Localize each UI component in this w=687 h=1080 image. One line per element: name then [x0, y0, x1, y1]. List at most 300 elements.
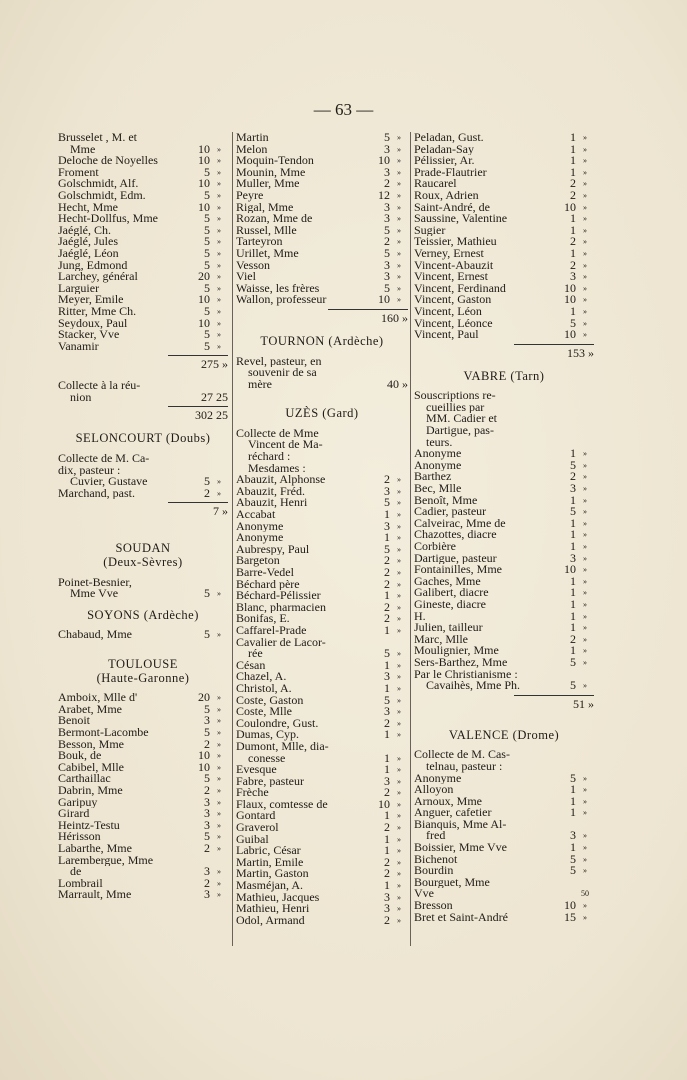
donor-cents [210, 855, 228, 867]
donor-line [236, 518, 408, 533]
donor-line [414, 654, 594, 669]
intro-text: Mesdames : [248, 462, 306, 475]
donor-name: Martin [236, 132, 269, 144]
collecte-amount: 27 25 [201, 389, 228, 404]
donor-amount: 3 [204, 806, 210, 821]
donor-line [236, 213, 408, 225]
donor-amount: 10 [198, 199, 210, 214]
donor-name: fred [426, 830, 446, 843]
donor-cents: » [397, 167, 401, 177]
donor-amount: 15 [564, 909, 576, 924]
donor-name: Cavalier de Lacor- [236, 636, 326, 649]
donor-amount: 5 [384, 245, 390, 260]
donor-amount: 2 [570, 631, 576, 646]
donor-name: Evesque [236, 764, 277, 776]
donor-cents: » [397, 475, 401, 485]
donor-cents: » [217, 867, 221, 877]
donor-name: Poinet-Besnier, [58, 576, 132, 589]
donor-line [236, 706, 408, 718]
donor-amount: 1 [570, 782, 576, 797]
donor-amount: 1 [384, 530, 390, 545]
donor-amount: 3 [570, 481, 576, 496]
donor-amount: 5 [204, 303, 210, 318]
donor-amount: 2 [384, 820, 390, 835]
donor-amount: 2 [570, 187, 576, 202]
donor-line [414, 573, 594, 588]
column-3 [414, 132, 594, 923]
donor-name: Ritter, Mme Ch. [58, 305, 137, 318]
donor-line [236, 773, 408, 788]
donor-line [236, 599, 408, 614]
donor-line [58, 213, 228, 225]
donor-name: Jung, Edmond [58, 259, 128, 272]
donor-line [58, 782, 228, 797]
donor-name: Dumont, Mlle, dia- [236, 740, 329, 753]
donor-cents: » [583, 854, 587, 864]
donor-amount: 3 [384, 704, 390, 719]
donor-line [414, 645, 594, 657]
intro-line [414, 749, 594, 761]
donor-name: Abauzit, Fréd. [236, 485, 305, 498]
donor-line [414, 199, 594, 214]
collecte-label: Collecte à la réu- [58, 380, 141, 392]
donor-cents: » [217, 237, 221, 247]
donor-cents: » [397, 568, 401, 577]
donor-name: Abauzit, Alphonse [236, 474, 326, 486]
donor-amount: 5 [204, 211, 210, 226]
intro-line [414, 413, 594, 425]
donor-name: Dumas, Cyp. [236, 729, 299, 741]
subtotal-value: 160 » [381, 310, 408, 325]
donor-name: Guibal [236, 833, 269, 846]
donor-amount: 1 [570, 164, 576, 179]
donor-cents: » [217, 260, 221, 270]
donor-amount: 5 [204, 222, 210, 237]
donor-name: Jaéglé, Léon [58, 247, 119, 260]
donor-amount: 2 [384, 553, 390, 568]
donor-cents: » [583, 495, 587, 505]
donor-name: Alloyon [414, 784, 454, 796]
donor-name: Accabat [236, 509, 276, 521]
donor-name: Mounin, Mme [236, 166, 306, 179]
donor-name: Hecht, Mme [58, 201, 118, 214]
donor-name: Moquin-Tendon [236, 155, 314, 167]
donor-cents: » [397, 846, 401, 856]
donor-name: Girard [58, 808, 90, 820]
donor-list [58, 453, 228, 499]
donor-amount: 3 [204, 864, 210, 879]
donor-name: Melon [236, 143, 268, 156]
column-divider [410, 132, 411, 946]
donor-cents: » [217, 341, 221, 351]
donor-name: Jaéglé, Jules [58, 236, 118, 248]
donor-amount: 3 [384, 164, 390, 179]
donor-line [414, 587, 594, 599]
donor-name: Cadier, pasteur [414, 506, 487, 518]
donor-name: Flaux, comtesse de [236, 798, 328, 811]
donor-line [236, 541, 408, 556]
donor-amount: 2 [384, 715, 390, 730]
donor-cents: » [583, 449, 587, 459]
donor-name: Arabet, Mme [58, 703, 122, 716]
donor-amount: 5 [204, 771, 210, 786]
donor-line [58, 588, 228, 600]
donor-line [236, 750, 408, 765]
donor-amount: 1 [384, 507, 390, 522]
donor-amount: 12 [378, 187, 390, 202]
donor-line [236, 613, 408, 625]
donor-cents: » [583, 553, 587, 563]
donor-name: Graverol [236, 822, 279, 834]
donor-line [236, 222, 408, 237]
donor-name: Bresson [414, 900, 453, 912]
section-title: SOUDAN [115, 541, 171, 556]
subtotal [58, 506, 228, 519]
donor-cents: » [583, 518, 587, 528]
donor-cents: » [583, 634, 587, 644]
donor-cents: » [583, 144, 587, 154]
donor-line [58, 794, 228, 809]
donor-cents: » [583, 190, 587, 200]
donor-amount: 1 [384, 680, 390, 695]
donor-line [236, 155, 408, 167]
donor-amount: 5 [570, 504, 576, 519]
donor-name: Rozan, Mme de [236, 213, 313, 225]
donor-cents: » [583, 214, 587, 224]
donor-cents: » [583, 156, 587, 166]
donor-cents: » [583, 202, 587, 212]
donor-cents: » [583, 565, 587, 575]
donor-cents: » [397, 915, 401, 925]
donor-name: Golschmidt, Alf. [58, 178, 139, 190]
donor-amount: 10 [378, 796, 390, 811]
donor-line [236, 810, 408, 822]
donor-cents: » [397, 156, 401, 166]
donor-name: Masméjan, A. [236, 880, 303, 892]
intro-text: teurs. [426, 436, 453, 449]
donor-cents: » [217, 295, 221, 305]
donor-line [236, 509, 408, 521]
donor-amount: 2 [384, 785, 390, 800]
section-intro [414, 390, 594, 448]
donor-line [414, 329, 594, 341]
intro-text: cueillies par [426, 401, 485, 414]
donor-name: Galibert, diacre [414, 587, 489, 599]
donor-amount: 5 [204, 627, 210, 642]
donor-amount: 3 [570, 269, 576, 284]
donor-name: Aubrespy, Paul [236, 543, 310, 556]
donor-cents: » [217, 306, 221, 316]
donor-name: Gontard [236, 810, 276, 823]
donor-line [236, 590, 408, 602]
donor-name: Arnoux, Mme [414, 795, 482, 808]
donor-amount: 1 [570, 245, 576, 260]
donor-cents: » [397, 260, 401, 270]
donor-cents: » [397, 683, 401, 693]
donor-amount: 5 [384, 495, 390, 510]
donor-name: Coste, Mlle [236, 706, 292, 718]
donor-name: Besson, Mme [58, 738, 124, 751]
donor-cents: » [583, 623, 587, 633]
donor-cents: » [583, 133, 587, 142]
donor-cents: » [583, 785, 587, 795]
intro-text: Souscriptions re- [414, 390, 496, 402]
donor-list [58, 132, 228, 352]
donor-cents [576, 877, 594, 889]
section-title: TOULOUSE [108, 657, 178, 671]
donor-cents: » [397, 823, 401, 833]
intro-line [414, 402, 594, 414]
donor-line [236, 729, 408, 741]
donor-line [236, 648, 408, 660]
donor-name: Raucarel [414, 178, 457, 190]
donor-name: Prade-Flautrier [414, 166, 487, 179]
donor-amount: 10 [564, 327, 576, 342]
donor-name: Garipuy [58, 796, 98, 809]
donor-amount: 1 [570, 840, 576, 855]
donor-cents: » [217, 202, 221, 212]
donor-cents: » [583, 912, 587, 922]
donor-name: de [70, 866, 82, 878]
donor-name: Muller, Mme [236, 178, 300, 190]
donor-amount: 5 [570, 315, 576, 330]
donor-name: Moulignier, Mme [414, 645, 499, 657]
donor-amount: 1 [384, 622, 390, 637]
donor-amount: 1 [570, 539, 576, 553]
donor-amount: 2 [204, 485, 210, 500]
donor-amount: 1 [570, 141, 576, 156]
intro-text: MM. Cadier et [426, 413, 497, 426]
section-title: TOURNON (Ardèche) [260, 333, 384, 348]
donor-cents [210, 465, 228, 477]
donor-line [236, 532, 408, 544]
donor-name: Vincent-Abauzit [414, 259, 494, 272]
donor-name: Martin, Gaston [236, 868, 309, 881]
donor-line [58, 875, 228, 890]
donor-cents: » [397, 695, 401, 705]
donor-line [58, 245, 228, 260]
donor-cents [390, 741, 408, 753]
donor-amount: 2 [384, 576, 390, 591]
donor-name: Bec, Mlle [414, 483, 462, 495]
donor-line [58, 329, 228, 341]
donor-cents: » [217, 878, 221, 888]
donor-amount: 2 [384, 472, 390, 487]
donor-cents: » [217, 809, 221, 819]
donor-list [414, 770, 594, 924]
donor-line [236, 356, 408, 368]
donor-name: Stacker, Vve [58, 329, 120, 341]
donor-amount: 1 [570, 492, 576, 507]
donor-name: Labric, César [236, 845, 301, 857]
donor-name: Vincent, Léon [414, 305, 482, 318]
donor-line [58, 855, 228, 867]
total-rule [514, 695, 594, 696]
donor-name: Bouk, de [58, 750, 102, 762]
donor-name: Cavaihès, Mme Ph. [426, 680, 520, 692]
donor-line [414, 213, 594, 225]
donor-cents: » [397, 591, 401, 601]
donor-name: Vincent, Gaston [414, 294, 492, 306]
donor-line [414, 257, 594, 272]
donor-cents: » [397, 133, 401, 142]
donor-name: Benoît, Mme [414, 494, 478, 507]
donor-amount: 3 [384, 199, 390, 214]
donor-amount: 3 [384, 669, 390, 684]
collecte-label: nion [70, 391, 92, 404]
donor-cents [210, 132, 228, 144]
intro-line [236, 451, 408, 463]
donor-cents: » [397, 521, 401, 531]
total-rule [328, 309, 408, 310]
donor-amount: 5 [204, 829, 210, 844]
donor-cents: » [397, 765, 401, 775]
donor-amount: 2 [570, 234, 576, 249]
donor-cents: » [217, 704, 221, 714]
donor-name: Chazottes, diacre [414, 529, 497, 541]
intro-text: réchard : [248, 451, 291, 463]
subtotal [414, 345, 594, 361]
donor-amount: 10 [198, 176, 210, 191]
donor-cents: » [397, 718, 401, 728]
donor-line [236, 671, 408, 683]
donor-name: Seydoux, Paul [58, 317, 128, 330]
donor-name: Abauzit, Henri [236, 497, 308, 510]
donor-amount: 20 [198, 690, 210, 705]
donor-cents: » [217, 167, 221, 177]
donor-line [236, 245, 408, 260]
donor-amount: 1 [384, 843, 390, 858]
donor-cents: » [397, 510, 401, 520]
donor-line [414, 236, 594, 248]
intro-text: Collecte de M. Cas- [414, 749, 510, 761]
donor-line [414, 851, 594, 866]
donor-name: Césan [236, 659, 266, 672]
donor-line [236, 199, 408, 214]
donor-cents: » [583, 318, 587, 328]
donor-name: Odol, Armand [236, 914, 305, 927]
donor-name: Saint-André, de [414, 201, 490, 214]
donor-line [414, 541, 594, 553]
donor-cents: » [397, 179, 401, 189]
donor-amount: 1 [570, 153, 576, 168]
donor-cents: » [217, 589, 221, 599]
donor-cents: » [217, 477, 221, 487]
intro-text: Vincent de Ma- [248, 439, 323, 452]
donor-line [58, 294, 228, 306]
donor-line [236, 912, 408, 927]
donor-line [414, 842, 594, 854]
donor-cents: » [397, 295, 401, 305]
donor-name: Béchard père [236, 578, 300, 591]
donor-name: Amboix, Mlle d' [58, 692, 138, 704]
donor-amount: 2 [204, 736, 210, 751]
donor-line [236, 555, 408, 567]
donor-cents: » [583, 866, 587, 876]
donor-list [414, 132, 594, 341]
donor-line [58, 199, 228, 214]
donor-amount: 2 [384, 866, 390, 881]
donor-line [414, 669, 594, 681]
subtotal [414, 696, 594, 712]
donor-amount: 3 [204, 713, 210, 728]
donor-line [414, 155, 594, 167]
total [58, 410, 228, 423]
donor-amount [554, 877, 576, 889]
donor-cents: » [583, 507, 587, 517]
donor-name: Martin, Emile [236, 856, 304, 869]
donor-cents: » [397, 776, 401, 786]
donor-name: Rigal, Mme [236, 201, 294, 214]
donor-cents: » [217, 330, 221, 340]
donor-cents: » [583, 295, 587, 305]
donor-line [414, 608, 594, 623]
donor-line [58, 866, 228, 878]
donor-line [236, 236, 408, 248]
donor-amount: 20 [198, 269, 210, 284]
donor-line [414, 457, 594, 472]
donor-cents: » [217, 318, 221, 328]
donor-line [236, 880, 408, 892]
donor-name: Dartigue, pasteur [414, 552, 497, 565]
total-rule [168, 502, 228, 503]
section-title: VALENCE (Drome) [448, 727, 560, 742]
donor-cents: » [217, 751, 221, 761]
donor-name: Larembergue, Mme [58, 854, 154, 867]
donor-cents: » [583, 646, 587, 656]
donor-name: Hecht-Dollfus, Mme [58, 213, 158, 225]
donor-line [236, 497, 408, 509]
donor-line [236, 257, 408, 272]
donor-cents: » [217, 762, 221, 772]
donor-amount: 1 [384, 727, 390, 742]
intro-line [414, 437, 594, 449]
donor-name: Bourdin [414, 865, 454, 877]
intro-line [414, 761, 594, 773]
donor-amount: 3 [384, 141, 390, 156]
donor-cents: » [583, 306, 587, 316]
donor-amount: 10 [198, 315, 210, 330]
donor-cents: » [397, 799, 401, 809]
subtotal-value: 153 » [567, 345, 594, 360]
donor-amount: 2 [384, 912, 390, 927]
subtotal-value: 275 » [201, 357, 228, 372]
donor-cents: » [397, 904, 401, 914]
donor-line [236, 637, 408, 649]
donor-amount: 1 [570, 643, 576, 658]
donor-cents: » [583, 530, 587, 540]
donor-line [236, 831, 408, 846]
donor-line [414, 680, 594, 692]
donor-line [58, 831, 228, 843]
donor-name: Collecte de M. Ca- [58, 453, 150, 465]
donor-name: Sers-Barthez, Mme [414, 656, 508, 669]
donor-name: Julien, tailleur [414, 622, 483, 634]
donor-cents: » [397, 672, 401, 682]
donor-line [58, 338, 228, 353]
donor-name: Vanamir [58, 340, 99, 353]
donor-amount: 5 [204, 234, 210, 249]
donor-name: Barthez [414, 471, 452, 484]
donor-line [414, 294, 594, 306]
donor-line [414, 807, 594, 819]
donor-cents: » [217, 214, 221, 224]
donor-amount: 1 [570, 515, 576, 530]
donor-cents: » [217, 785, 221, 795]
donor-list [236, 132, 408, 306]
donor-amount [188, 453, 210, 465]
donor-name: Cuvier, Gustave [70, 476, 148, 488]
